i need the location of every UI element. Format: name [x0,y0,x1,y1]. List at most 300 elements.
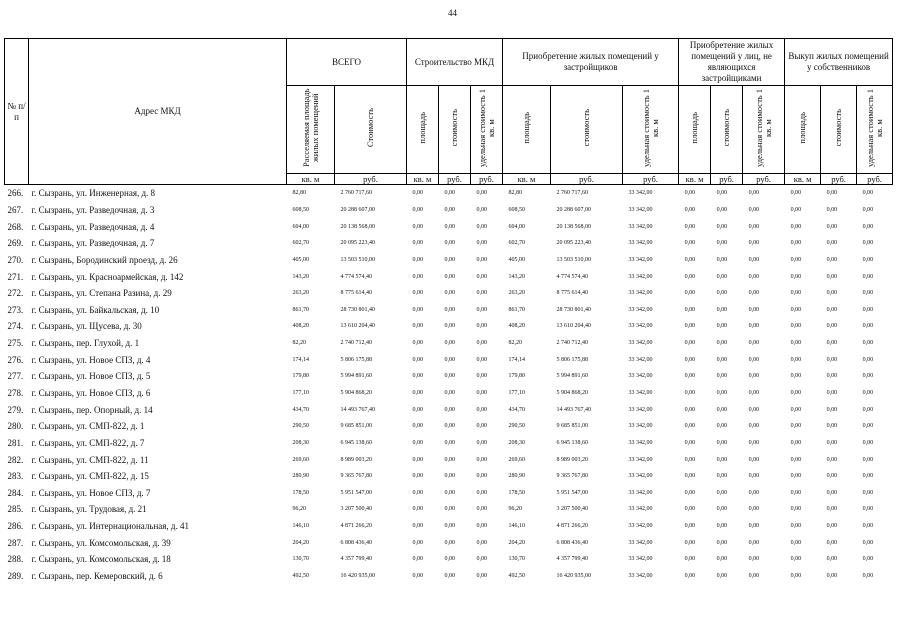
non-developers-area-cell: 0,00 [684,356,696,363]
developers-unit-cost-cell: 33 342,00 [628,506,653,513]
buyout-area-cell: 0,00 [790,323,802,330]
developers-unit-cost-cell: 33 342,00 [628,489,653,496]
buyout-unit-cost-cell: 0,00 [862,473,874,480]
row-number: 269. [7,238,24,249]
total-cost-cell: 4 357 799,40 [340,556,372,563]
buyout-unit-cost-cell: 0,00 [862,223,874,230]
non-developers-unit-cost-cell: 0,00 [748,556,760,563]
buyout-area-cell: 0,00 [790,523,802,530]
construction-area-cell: 0,00 [412,223,424,230]
buyout-unit-cost-cell: 0,00 [862,456,874,463]
developers-unit-cost-cell: 33 342,00 [628,456,653,463]
developers-area-cell: 861,70 [508,306,526,313]
address-cell: г. Сызрань, ул. Интернациональная, д. 41 [31,521,189,532]
total-area-cell: 405,00 [292,256,309,263]
developers-unit-cost-cell: 33 342,00 [628,323,653,330]
non-developers-unit-cost-cell: 0,00 [748,190,760,197]
non-developers-cost-cell: 0,00 [716,323,728,330]
developers-unit-cost-cell: 33 342,00 [628,306,653,313]
row-number: 276. [7,354,24,365]
construction-unit-cost-cell: 0,00 [476,373,488,380]
buyout-cost-cell: 0,00 [826,323,838,330]
developers-unit-cost-cell: 33 342,00 [628,556,653,563]
table-row [5,351,893,368]
total-cost-cell: 20 288 607,00 [340,206,375,213]
non-developers-unit-cost-cell: 0,00 [748,323,760,330]
table-row [5,285,893,302]
unit-label: руб. [821,174,857,185]
developers-area-cell: 492,50 [508,573,526,580]
address-cell: г. Сызрань, пер. Кемеровский, д. 6 [31,571,163,582]
construction-unit-cost-cell: 0,00 [476,290,488,297]
non-developers-area-cell: 0,00 [684,290,696,297]
non-developers-area-cell: 0,00 [684,240,696,247]
total-area-cell: 269,60 [292,456,309,463]
table-row [5,252,893,269]
total-cost-cell: 16 420 935,00 [340,573,375,580]
developers-cost-cell: 28 730 801,40 [556,306,592,313]
buyout-cost-cell: 0,00 [826,390,838,396]
buyout-area-cell: 0,00 [790,206,802,213]
construction-area-cell: 0,00 [412,406,424,413]
row-number: 283. [7,471,24,482]
buyout-unit-cost-cell: 0,00 [862,506,874,513]
table-row [5,218,893,235]
buyout-unit-cost-cell: 0,00 [862,256,874,263]
address-cell: г. Сызрань, ул. Красноармейская, д. 142 [31,271,184,282]
address-cell: г. Сызрань, ул. Разведочная, д. 3 [31,204,155,215]
developers-unit-cost-cell: 33 342,00 [628,406,653,413]
total-cost-cell: 14 493 767,40 [340,406,375,413]
total-cost-cell: 2 760 717,60 [340,190,372,197]
table-header [5,39,893,185]
total-cost-cell: 4 871 266,20 [340,523,372,530]
construction-cost-cell: 0,00 [444,423,456,430]
total-area-cell: 492,50 [292,573,309,580]
total-area-cell: 130,70 [292,556,309,563]
buyout-cost-cell: 0,00 [826,306,838,313]
table-row [5,202,893,219]
developers-cost-cell: 3 207 500,40 [556,506,589,513]
construction-unit-cost-cell: 0,00 [476,206,488,213]
address-cell: г. Сызрань, ул. Щусева, д. 30 [31,321,142,332]
non-developers-area-cell: 0,00 [684,373,696,380]
non-developers-area-cell: 0,00 [684,323,696,330]
row-number: 271. [7,271,24,282]
subheader-non-developers-area: площадь [679,86,711,174]
non-developers-unit-cost-cell: 0,00 [748,456,760,463]
developers-area-cell: 143,20 [508,273,526,280]
buyout-cost-cell: 0,00 [826,456,838,463]
subheader-buyout-area: площадь [785,86,821,174]
unit-label: кв. м [679,174,711,185]
developers-cost-cell: 20 138 568,00 [556,223,592,230]
unit-label: руб. [471,174,503,185]
developers-cost-cell: 2 760 717,60 [556,190,589,197]
construction-area-cell: 0,00 [412,573,424,580]
unit-label: кв. м [785,174,821,185]
subheader-developers-cost: стоимость [551,86,623,174]
non-developers-cost-cell: 0,00 [716,190,728,197]
construction-area-cell: 0,00 [412,523,424,530]
non-developers-area-cell: 0,00 [684,306,696,313]
buyout-area-cell: 0,00 [790,506,802,513]
developers-unit-cost-cell: 33 342,00 [628,190,653,197]
address-cell: г. Сызрань, ул. СМП-822, д. 7 [31,437,145,448]
buyout-cost-cell: 0,00 [826,356,838,363]
construction-unit-cost-cell: 0,00 [476,473,488,480]
developers-area-cell: 130,70 [508,556,526,563]
total-cost-cell: 5 994 891,60 [340,373,372,380]
total-cost-cell: 4 774 574,40 [340,273,372,280]
unit-label: руб. [711,174,743,185]
developers-area-cell: 269,60 [508,456,526,463]
subheader-developers-area: площадь [503,86,551,174]
developers-area-cell: 82,20 [508,340,523,347]
construction-area-cell: 0,00 [412,256,424,263]
developers-unit-cost-cell: 33 342,00 [628,273,653,280]
construction-area-cell: 0,00 [412,556,424,563]
buyout-area-cell: 0,00 [790,340,802,347]
total-area-cell: 434,70 [292,406,309,413]
row-number: 273. [7,304,24,315]
total-cost-cell: 20 138 568,00 [340,223,375,230]
buyout-unit-cost-cell: 0,00 [862,439,874,446]
construction-area-cell: 0,00 [412,506,424,513]
row-number: 272. [7,288,24,299]
developers-unit-cost-cell: 33 342,00 [628,290,653,297]
developers-area-cell: 405,00 [508,256,526,263]
buyout-cost-cell: 0,00 [826,473,838,480]
developers-unit-cost-cell: 33 342,00 [628,373,653,380]
non-developers-unit-cost-cell: 0,00 [748,489,760,496]
table-row [5,385,893,402]
address-cell: г. Сызрань, ул. Степана Разина, д. 29 [31,288,172,299]
non-developers-area-cell: 0,00 [684,473,696,480]
non-developers-area-cell: 0,00 [684,539,696,546]
row-number: 282. [7,454,24,465]
developers-area-cell: 290,50 [508,423,526,430]
construction-unit-cost-cell: 0,00 [476,323,488,330]
total-cost-cell: 9 365 767,80 [340,473,372,480]
subheader-non-developers-cost: стоимость [711,86,743,174]
non-developers-cost-cell: 0,00 [716,306,728,313]
table-row [5,518,893,535]
developers-area-cell: 82,80 [508,190,523,197]
developers-area-cell: 179,80 [508,373,526,380]
buyout-unit-cost-cell: 0,00 [862,290,874,297]
developers-area-cell: 146,10 [508,523,526,530]
unit-label: руб. [551,174,623,185]
buyout-cost-cell: 0,00 [826,206,838,213]
buyout-cost-cell: 0,00 [826,190,838,197]
non-developers-cost-cell: 0,00 [716,206,728,213]
total-area-cell: 604,00 [292,223,309,230]
non-developers-cost-cell: 0,00 [716,473,728,480]
construction-cost-cell: 0,00 [444,439,456,446]
table-row [5,568,893,585]
construction-unit-cost-cell: 0,00 [476,523,488,530]
developers-cost-cell: 5 994 891,60 [556,373,589,380]
developers-cost-cell: 6 808 436,40 [556,539,589,546]
table-row [5,401,893,418]
address-cell: г. Сызрань, пер. Глухой, д. 1 [31,338,140,349]
buyout-area-cell: 0,00 [790,456,802,463]
buyout-unit-cost-cell: 0,00 [862,573,874,580]
address-cell: г. Сызрань, ул. Разведочная, д. 4 [31,221,155,232]
address-cell: г. Сызрань, ул. Комсомольская, д. 18 [31,554,171,565]
total-cost-cell: 2 740 712,40 [340,340,372,347]
non-developers-unit-cost-cell: 0,00 [748,206,760,213]
developers-unit-cost-cell: 33 342,00 [628,256,653,263]
buyout-area-cell: 0,00 [790,240,802,247]
buyout-area-cell: 0,00 [790,273,802,280]
buyout-unit-cost-cell: 0,00 [862,406,874,413]
construction-cost-cell: 0,00 [444,539,456,546]
group-header-non-developers: Приобретение жилых помещений у лиц, не являющихся застройщиками [679,39,785,86]
row-number: 270. [7,254,24,265]
construction-cost-cell: 0,00 [444,190,456,197]
row-number: 275. [7,338,24,349]
row-number: 267. [7,204,24,215]
row-number: 266. [7,188,24,199]
construction-area-cell: 0,00 [412,439,424,446]
developers-area-cell: 280,90 [508,473,526,480]
developers-cost-cell: 8 775 614,40 [556,290,589,297]
subheader-total-area: Расселяемая площадь жилых помещений [287,86,335,174]
developers-unit-cost-cell: 33 342,00 [628,390,653,396]
buyout-area-cell: 0,00 [790,539,802,546]
table-row [5,235,893,252]
table-row [5,301,893,318]
non-developers-unit-cost-cell: 0,00 [748,223,760,230]
total-area-cell: 408,20 [292,323,309,330]
developers-cost-cell: 9 685 851,00 [556,423,589,430]
construction-cost-cell: 0,00 [444,390,456,396]
developers-cost-cell: 4 357 799,40 [556,556,589,563]
developers-cost-cell: 5 904 868,20 [556,390,589,396]
address-cell: г. Сызрань, ул. Новое СПЗ, д. 4 [31,354,151,365]
total-area-cell: 608,50 [292,206,309,213]
non-developers-cost-cell: 0,00 [716,340,728,347]
table-row [5,318,893,335]
address-cell: г. Сызрань, ул. СМП-822, д. 11 [31,454,149,465]
subheader-developers-unit-cost: удельная стоимость 1 кв. м [623,86,679,174]
total-cost-cell: 6 945 138,60 [340,439,372,446]
table-row [5,534,893,551]
table-row [5,185,893,202]
non-developers-area-cell: 0,00 [684,273,696,280]
non-developers-cost-cell: 0,00 [716,456,728,463]
buyout-area-cell: 0,00 [790,356,802,363]
construction-cost-cell: 0,00 [444,240,456,247]
non-developers-unit-cost-cell: 0,00 [748,290,760,297]
table-row [5,501,893,518]
non-developers-cost-cell: 0,00 [716,390,728,396]
address-cell: г. Сызрань, ул. Новое СПЗ, д. 6 [31,388,151,398]
non-developers-cost-cell: 0,00 [716,556,728,563]
buyout-cost-cell: 0,00 [826,439,838,446]
buyout-unit-cost-cell: 0,00 [862,190,874,197]
construction-cost-cell: 0,00 [444,356,456,363]
developers-cost-cell: 8 989 003,20 [556,456,589,463]
row-number: 279. [7,404,24,415]
buyout-unit-cost-cell: 0,00 [862,356,874,363]
unit-label: руб. [743,174,785,185]
non-developers-unit-cost-cell: 0,00 [748,473,760,480]
table-body [5,185,893,585]
non-developers-area-cell: 0,00 [684,523,696,530]
developers-area-cell: 204,20 [508,539,526,546]
non-developers-area-cell: 0,00 [684,423,696,430]
address-cell: г. Сызрань, ул. Инженерная, д. 8 [31,188,156,199]
non-developers-area-cell: 0,00 [684,340,696,347]
developers-cost-cell: 16 420 935,00 [556,573,592,580]
construction-unit-cost-cell: 0,00 [476,489,488,496]
table-row [5,485,893,502]
total-area-cell: 179,80 [292,373,309,380]
row-number: 277. [7,371,24,382]
subheader-construction-unit-cost: удельная стоимость 1 кв. м [471,86,503,174]
buyout-area-cell: 0,00 [790,390,802,396]
non-developers-cost-cell: 0,00 [716,423,728,430]
construction-area-cell: 0,00 [412,373,424,380]
buyout-unit-cost-cell: 0,00 [862,273,874,280]
non-developers-unit-cost-cell: 0,00 [748,306,760,313]
buyout-area-cell: 0,00 [790,473,802,480]
total-cost-cell: 6 808 436,40 [340,539,372,546]
total-area-cell: 146,10 [292,523,309,530]
buyout-area-cell: 0,00 [790,256,802,263]
total-area-cell: 263,20 [292,290,309,297]
subheader-buyout-cost: стоимость [821,86,857,174]
buyout-area-cell: 0,00 [790,306,802,313]
construction-cost-cell: 0,00 [444,256,456,263]
construction-area-cell: 0,00 [412,390,424,396]
table-row [5,368,893,385]
construction-area-cell: 0,00 [412,340,424,347]
construction-cost-cell: 0,00 [444,340,456,347]
row-number: 278. [7,388,24,398]
subheader-total-cost: Стоимость [335,86,407,174]
total-cost-cell: 8 775 614,40 [340,290,372,297]
unit-label: руб. [623,174,679,185]
non-developers-area-cell: 0,00 [684,206,696,213]
buyout-unit-cost-cell: 0,00 [862,323,874,330]
construction-unit-cost-cell: 0,00 [476,256,488,263]
subheader-non-developers-unit-cost: удельная стоимость 1 кв. м [743,86,785,174]
resettlement-table [4,38,893,584]
total-cost-cell: 13 503 510,00 [340,256,375,263]
total-cost-cell: 9 685 851,00 [340,423,372,430]
total-cost-cell: 8 989 003,20 [340,456,372,463]
construction-unit-cost-cell: 0,00 [476,556,488,563]
table-row [5,268,893,285]
developers-area-cell: 604,00 [508,223,526,230]
address-cell: г. Сызрань, ул. Новое СПЗ, д. 7 [31,487,151,498]
non-developers-unit-cost-cell: 0,00 [748,573,760,580]
construction-cost-cell: 0,00 [444,406,456,413]
construction-cost-cell: 0,00 [444,573,456,580]
total-area-cell: 174,14 [292,356,309,363]
address-cell: г. Сызрань, ул. Комсомольская, д. 39 [31,537,171,548]
construction-area-cell: 0,00 [412,489,424,496]
row-number: 288. [7,554,24,565]
buyout-cost-cell: 0,00 [826,373,838,380]
developers-cost-cell: 5 806 175,88 [556,356,589,363]
construction-unit-cost-cell: 0,00 [476,340,488,347]
unit-label: руб. [439,174,471,185]
non-developers-unit-cost-cell: 0,00 [748,439,760,446]
construction-area-cell: 0,00 [412,290,424,297]
construction-area-cell: 0,00 [412,206,424,213]
construction-cost-cell: 0,00 [444,223,456,230]
table-row [5,468,893,485]
construction-cost-cell: 0,00 [444,523,456,530]
total-area-cell: 82,20 [292,340,306,347]
construction-area-cell: 0,00 [412,273,424,280]
address-header: Адрес МКД [29,39,287,185]
construction-unit-cost-cell: 0,00 [476,506,488,513]
non-developers-cost-cell: 0,00 [716,273,728,280]
non-developers-area-cell: 0,00 [684,489,696,496]
buyout-cost-cell: 0,00 [826,273,838,280]
construction-cost-cell: 0,00 [444,506,456,513]
buyout-area-cell: 0,00 [790,573,802,580]
non-developers-area-cell: 0,00 [684,190,696,197]
total-area-cell: 280,90 [292,473,309,480]
non-developers-cost-cell: 0,00 [716,506,728,513]
non-developers-area-cell: 0,00 [684,406,696,413]
buyout-unit-cost-cell: 0,00 [862,240,874,247]
construction-area-cell: 0,00 [412,323,424,330]
non-developers-unit-cost-cell: 0,00 [748,340,760,347]
construction-unit-cost-cell: 0,00 [476,190,488,197]
construction-cost-cell: 0,00 [444,273,456,280]
construction-cost-cell: 0,00 [444,323,456,330]
buyout-unit-cost-cell: 0,00 [862,340,874,347]
developers-unit-cost-cell: 33 342,00 [628,423,653,430]
total-area-cell: 208,30 [292,439,309,446]
address-cell: г. Сызрань, ул. Трудовая, д. 21 [31,504,147,515]
developers-area-cell: 602,70 [508,240,526,247]
non-developers-unit-cost-cell: 0,00 [748,256,760,263]
developers-unit-cost-cell: 33 342,00 [628,573,653,580]
developers-area-cell: 263,20 [508,290,526,297]
row-number: 284. [7,487,24,498]
non-developers-unit-cost-cell: 0,00 [748,406,760,413]
developers-unit-cost-cell: 33 342,00 [628,523,653,530]
developers-unit-cost-cell: 33 342,00 [628,206,653,213]
buyout-area-cell: 0,00 [790,223,802,230]
developers-area-cell: 408,20 [508,323,526,330]
total-area-cell: 861,70 [292,306,309,313]
non-developers-area-cell: 0,00 [684,456,696,463]
unit-label: кв. м [407,174,439,185]
developers-cost-cell: 20 095 223,40 [556,240,592,247]
buyout-cost-cell: 0,00 [826,340,838,347]
table-row [5,451,893,468]
construction-cost-cell: 0,00 [444,456,456,463]
buyout-area-cell: 0,00 [790,290,802,297]
non-developers-unit-cost-cell: 0,00 [748,506,760,513]
unit-label: руб. [335,174,407,185]
non-developers-unit-cost-cell: 0,00 [748,523,760,530]
address-cell: г. Сызрань, ул. СМП-822, д. 1 [31,421,145,432]
construction-area-cell: 0,00 [412,356,424,363]
developers-cost-cell: 13 610 204,40 [556,323,592,330]
total-cost-cell: 20 095 223,40 [340,240,375,247]
